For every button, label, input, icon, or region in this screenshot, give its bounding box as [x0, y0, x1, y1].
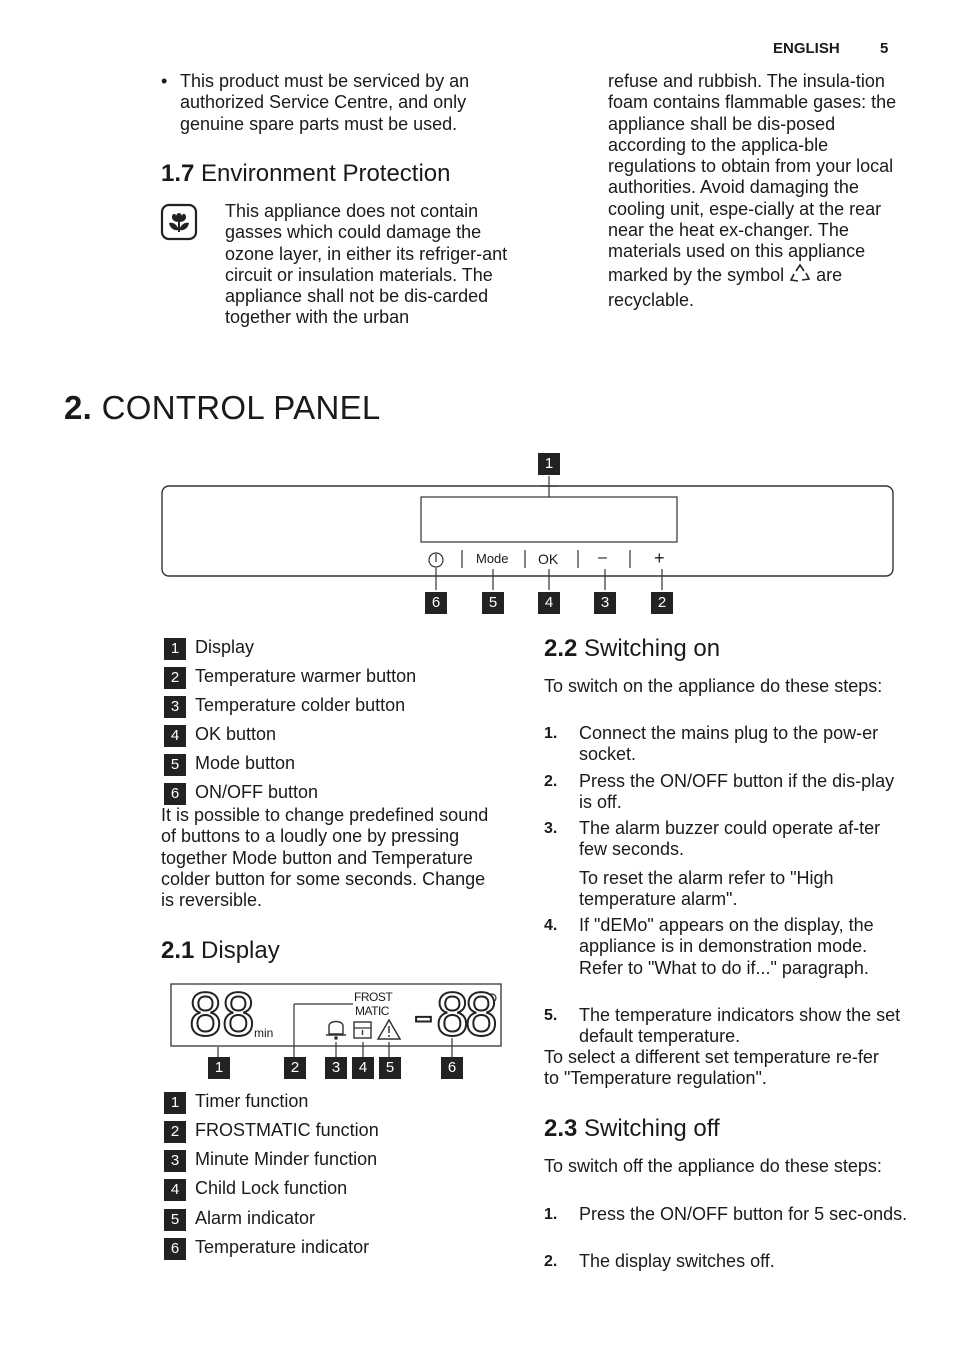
section-title: Environment Protection [201, 160, 451, 187]
callout-timer: 1 [208, 1057, 230, 1079]
intro-bullet-text: This product must be serviced by an authorized Service Centre, and only genuine spare parts must be used. [180, 71, 470, 134]
section-2-2-heading: 2.2 Switching on [544, 635, 721, 662]
callout-child-lock: 4 [352, 1057, 374, 1079]
timer-digits: 88 [188, 981, 254, 1049]
temperature-digits: -88 [406, 981, 493, 1049]
section-2-1-heading: 2.1 Display [161, 937, 280, 964]
mode-button[interactable]: Mode [476, 551, 509, 566]
switch-off-intro: To switch off the appliance do these steps: [544, 1156, 882, 1176]
callout-minute-minder: 3 [325, 1057, 347, 1079]
switch-on-outro: To select a different set temperature re-fer to "Temperature regulation". [544, 1047, 879, 1089]
callout-display: 1 [538, 453, 560, 475]
plus-button[interactable]: + [654, 548, 665, 568]
environment-para-left: This appliance does not contain gasses which could damage the ozone layer, in either its refriger-ant circuit or insulation materials. The appliance shall not be dis-carded together with the urban [225, 201, 508, 328]
callout-colder: 3 [594, 592, 616, 614]
section-number: 1.7 [161, 160, 195, 187]
callout-onoff: 6 [425, 592, 447, 614]
minus-button[interactable]: – [598, 549, 607, 566]
callout-ok: 4 [538, 592, 560, 614]
callout-alarm: 5 [379, 1057, 401, 1079]
section-2-3-heading: 2.3 Switching off [544, 1115, 720, 1142]
callout-mode: 5 [482, 592, 504, 614]
callout-frostmatic: 2 [284, 1057, 306, 1079]
section-1-7-heading [161, 160, 451, 188]
callout-warmer: 2 [651, 592, 673, 614]
environment-icon [160, 203, 198, 241]
header-language: ENGLISH [773, 40, 840, 57]
bullet-dot: • [161, 71, 168, 91]
section-2-heading: 2. CONTROL PANEL [64, 389, 381, 426]
control-panel-diagram [160, 450, 896, 620]
callout-temperature: 6 [441, 1057, 463, 1079]
min-label: min [254, 1026, 274, 1040]
environment-para-right: refuse and rubbish. The insula-tion foam contains flammable gases: the appliance shall be dis-posed according to the applica-ble regulations to obtain from your local authorities. Avoid damaging the cooling unit, espe-cially at the rear near the heat ex-changer. The materials used on this appliance marked by the symbol are recyclable. [608, 71, 897, 310]
matic-label: MATIC [355, 1004, 389, 1018]
ok-button[interactable]: OK [538, 551, 559, 567]
page-number: 5 [880, 40, 889, 57]
power-button[interactable] [425, 552, 447, 570]
frost-label: FROST [354, 990, 393, 1004]
panel-note: It is possible to change predefined sound of buttons to a loudly one by pressing together Mode button and Temperature colder button for some seconds. Change is reversible. [161, 805, 489, 911]
recycle-icon [789, 263, 811, 290]
switch-on-intro: To switch on the appliance do these steps: [544, 676, 883, 696]
display-diagram [170, 982, 504, 1082]
